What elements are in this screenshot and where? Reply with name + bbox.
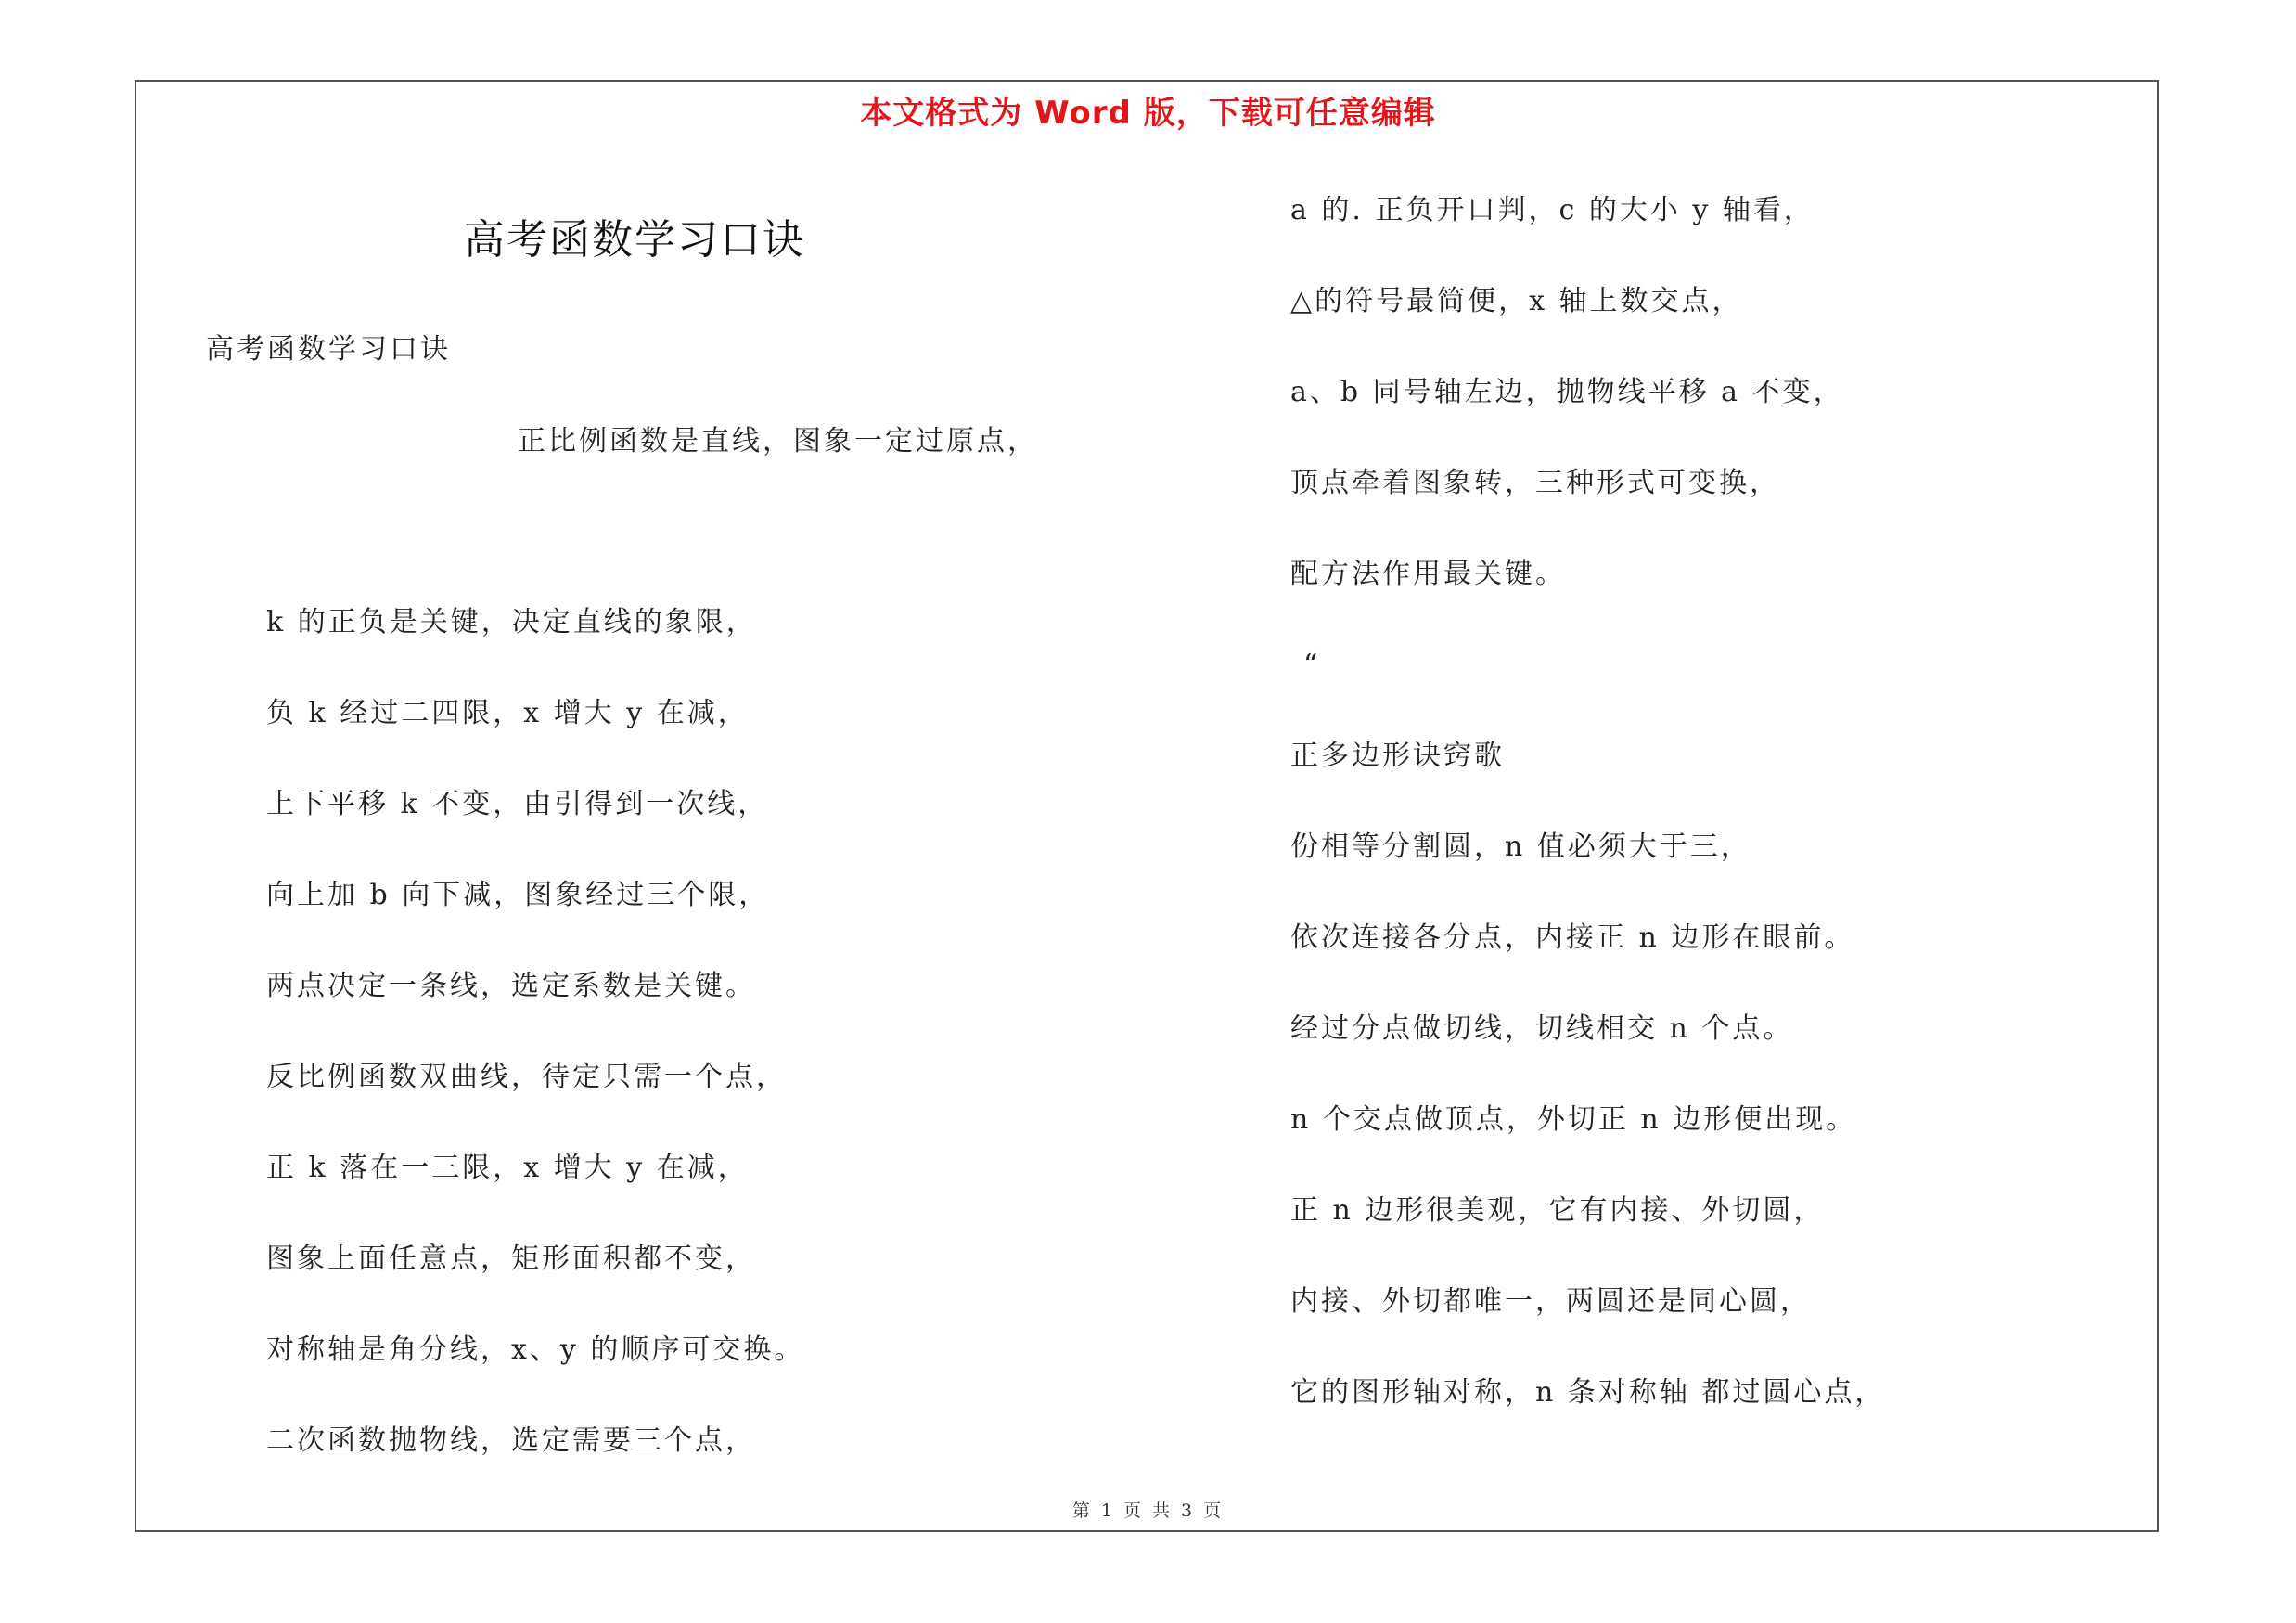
left-line-8: 正 k 落在一三限，x 增大 y 在减， <box>266 1152 749 1184</box>
right-line-9: 依次连接各分点，内接正 n 边形在眼前。 <box>1290 921 1855 954</box>
right-section-heading: 正多边形诀窍歌 <box>1290 740 1505 772</box>
right-line-4: 顶点牵着图象转，三种形式可变换， <box>1290 467 1780 499</box>
left-line-7: 反比例函数双曲线，待定只需一个点， <box>266 1061 787 1093</box>
right-line-8: 份相等分割圆，n 值必须大于三， <box>1290 831 1751 863</box>
left-line-3: 负 k 经过二四限，x 增大 y 在减， <box>266 697 749 729</box>
document-title: 高考函数学习口诀 <box>464 216 805 264</box>
left-line-10: 对称轴是角分线，x、y 的顺序可交换。 <box>266 1333 805 1366</box>
right-line-2: △的符号最简便，x 轴上数交点， <box>1290 285 1743 317</box>
right-line-11: n 个交点做顶点，外切正 n 边形便出现。 <box>1290 1103 1857 1136</box>
section-subtitle: 高考函数学习口诀 <box>206 333 451 366</box>
right-line-5: 配方法作用最关键。 <box>1290 558 1566 590</box>
right-line-12: 正 n 边形很美观，它有内接、外切圆， <box>1290 1194 1825 1227</box>
right-line-1: a 的. 正负开口判，c 的大小 y 轴看， <box>1290 194 1815 226</box>
left-line-4: 上下平移 k 不变，由引得到一次线， <box>266 788 769 820</box>
right-line-3: a、b 同号轴左边，抛物线平移 a 不变， <box>1290 376 1844 408</box>
left-line-1: 正比例函数是直线，图象一定过原点， <box>518 425 1038 457</box>
left-line-11: 二次函数抛物线，选定需要三个点， <box>266 1424 756 1457</box>
left-line-2: k 的正负是关键，决定直线的象限， <box>266 606 757 638</box>
right-line-13: 内接、外切都唯一，两圆还是同心圆， <box>1290 1285 1811 1318</box>
editable-notice-banner: 本文格式为 Word 版，下载可任意编辑 <box>860 95 1436 132</box>
left-line-9: 图象上面任意点，矩形面积都不变， <box>266 1243 756 1275</box>
right-quote-mark: “ <box>1303 649 1321 681</box>
right-line-10: 经过分点做切线，切线相交 n 个点。 <box>1290 1012 1794 1045</box>
page-number-footer: 第 1 页 共 3 页 <box>1071 1501 1225 1521</box>
left-line-5: 向上加 b 向下减，图象经过三个限， <box>266 879 770 911</box>
left-line-6: 两点决定一条线，选定系数是关键。 <box>266 970 756 1002</box>
right-line-14: 它的图形轴对称，n 条对称轴 都过圆心点， <box>1290 1376 1886 1409</box>
